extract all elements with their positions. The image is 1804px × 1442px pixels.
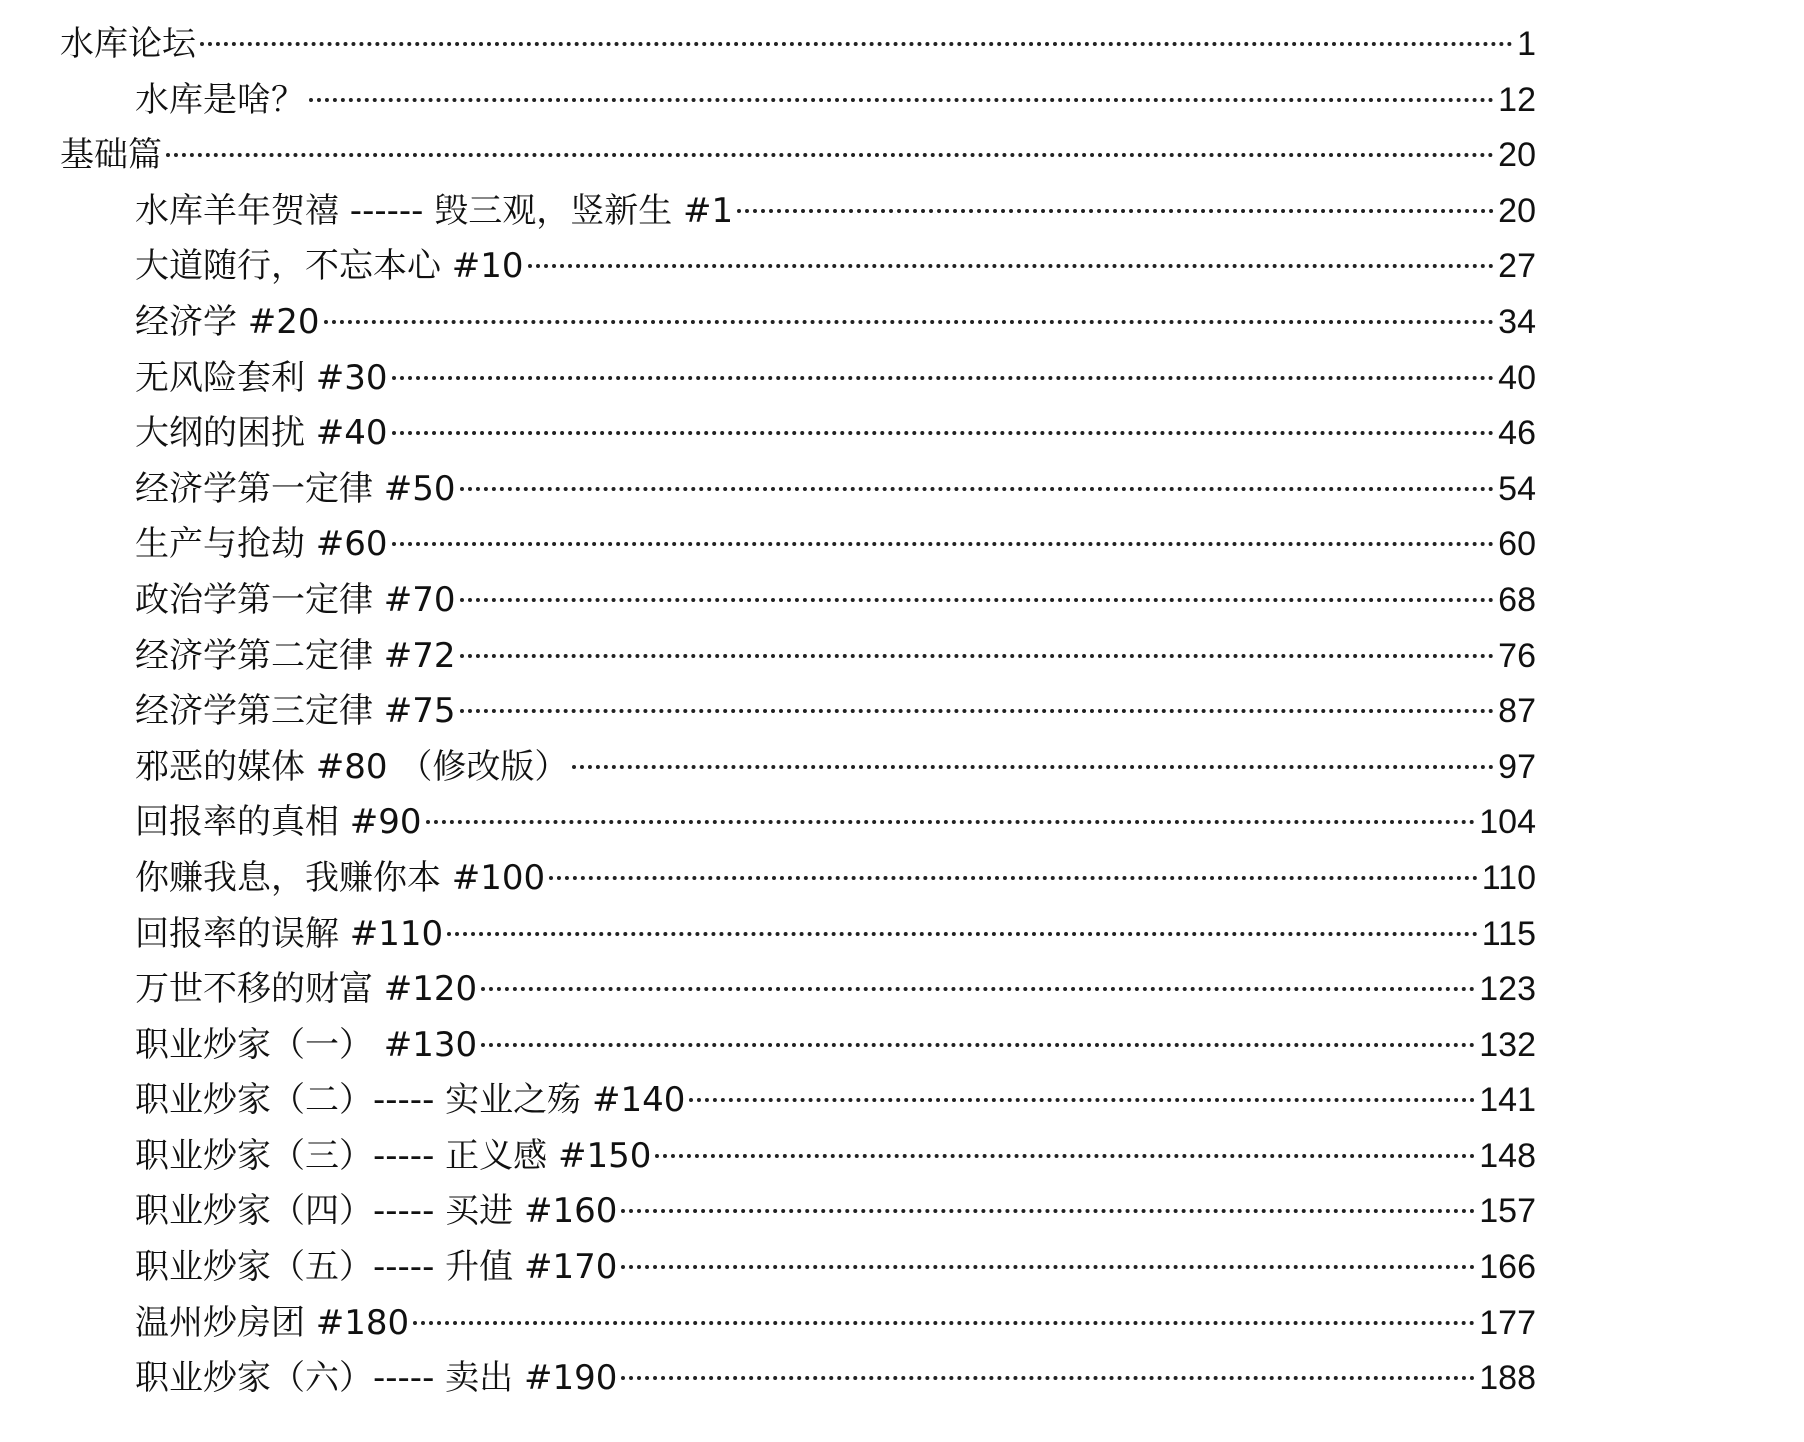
dot-leader: [655, 1154, 1475, 1158]
toc-entry-page: 1: [1517, 25, 1536, 63]
toc-entry-page: 110: [1481, 858, 1536, 897]
toc-entry-title: 邪恶的媒体 #80 （修改版）: [135, 746, 569, 787]
toc-entry-page: 20: [1498, 191, 1536, 230]
toc-entry-page: 12: [1498, 80, 1536, 119]
toc-entry[interactable]: [60, 684, 1536, 740]
toc-entry-page: 148: [1479, 1136, 1536, 1175]
toc-entry-title: 经济学第二定律 #72: [135, 635, 456, 676]
toc-entry-title: 职业炒家（一） #130: [135, 1024, 478, 1065]
dot-leader: [460, 654, 1495, 658]
toc-entry-title: 大纲的困扰 #40: [135, 413, 388, 454]
dot-leader: [392, 376, 1495, 380]
dot-leader: [392, 431, 1495, 435]
toc-entry-title: 职业炒家（二）----- 实业之殇 #140: [135, 1080, 686, 1121]
toc-entry[interactable]: [60, 629, 1536, 685]
dot-leader: [528, 264, 1495, 268]
table-of-contents: [60, 17, 1536, 1407]
toc-entry[interactable]: [60, 73, 1536, 129]
dot-leader: [166, 153, 1494, 157]
dot-leader: [549, 876, 1478, 880]
toc-entry[interactable]: [60, 962, 1536, 1018]
toc-entry-title: 职业炒家（三）----- 正义感 #150: [135, 1135, 652, 1176]
toc-entry-title: 水库论坛: [60, 24, 196, 64]
toc-entry-title: 职业炒家（五）----- 升值 #170: [135, 1247, 618, 1288]
dot-leader: [481, 987, 1475, 991]
dot-leader: [621, 1376, 1475, 1380]
toc-entry-page: 27: [1498, 247, 1536, 286]
toc-entry-page: 34: [1498, 302, 1536, 341]
toc-entry-page: 115: [1481, 914, 1536, 953]
toc-entry-page: 40: [1498, 358, 1536, 397]
toc-entry[interactable]: [60, 573, 1536, 629]
toc-entry-page: 157: [1479, 1192, 1536, 1231]
toc-entry-title: 回报率的误解 #110: [135, 913, 444, 954]
toc-entry[interactable]: [60, 517, 1536, 573]
toc-entry-page: 68: [1498, 580, 1536, 619]
toc-entry[interactable]: [60, 1018, 1536, 1074]
dot-leader: [324, 320, 1495, 324]
toc-entry-title: 万世不移的财富 #120: [135, 969, 478, 1010]
toc-entry[interactable]: [60, 740, 1536, 796]
toc-entry-title: 职业炒家（四）----- 买进 #160: [135, 1191, 618, 1232]
toc-entry-page: 132: [1479, 1025, 1536, 1064]
dot-leader: [413, 1321, 1475, 1325]
toc-entry-title: 温州炒房团 #180: [135, 1302, 410, 1343]
dot-leader: [737, 209, 1494, 213]
toc-entry-page: 20: [1498, 136, 1536, 175]
toc-entry-title: 经济学第三定律 #75: [135, 691, 456, 732]
toc-entry-title: 生产与抢劫 #60: [135, 524, 388, 565]
toc-entry-title: 无风险套利 #30: [135, 357, 388, 398]
dot-leader: [392, 542, 1495, 546]
toc-entry[interactable]: [60, 907, 1536, 963]
toc-entry[interactable]: [60, 17, 1536, 73]
toc-entry[interactable]: [60, 1296, 1536, 1352]
toc-entry-page: 141: [1479, 1081, 1536, 1120]
toc-entry-title: 政治学第一定律 #70: [135, 579, 456, 620]
toc-entry-page: 97: [1498, 747, 1536, 786]
toc-entry-page: 123: [1479, 970, 1536, 1009]
dot-leader: [460, 598, 1495, 602]
toc-entry[interactable]: [60, 239, 1536, 295]
toc-entry-title: 水库是啥？: [135, 79, 305, 120]
toc-entry-page: 188: [1479, 1359, 1536, 1398]
toc-entry-title: 回报率的真相 #90: [135, 802, 422, 843]
toc-entry[interactable]: [60, 184, 1536, 240]
toc-entry[interactable]: [60, 795, 1536, 851]
toc-entry-page: 104: [1479, 803, 1536, 842]
toc-entry[interactable]: [60, 851, 1536, 907]
dot-leader: [460, 487, 1495, 491]
dot-leader: [447, 932, 1478, 936]
dot-leader: [460, 709, 1495, 713]
toc-entry-title: 水库羊年贺禧 ------ 毁三观，竖新生 #1: [135, 190, 734, 231]
dot-leader: [426, 820, 1476, 824]
toc-entry-page: 76: [1498, 636, 1536, 675]
dot-leader: [481, 1043, 1475, 1047]
toc-entry[interactable]: [60, 462, 1536, 518]
dot-leader: [200, 42, 1513, 46]
toc-entry-page: 60: [1498, 525, 1536, 564]
dot-leader: [572, 765, 1494, 769]
toc-entry-page: 177: [1479, 1303, 1536, 1342]
toc-entry[interactable]: [60, 1073, 1536, 1129]
toc-entry-title: 经济学 #20: [135, 301, 320, 342]
dot-leader: [621, 1209, 1475, 1213]
toc-entry[interactable]: [60, 351, 1536, 407]
toc-entry[interactable]: [60, 295, 1536, 351]
toc-entry-page: 87: [1498, 692, 1536, 731]
toc-entry[interactable]: [60, 406, 1536, 462]
toc-entry-page: 54: [1498, 469, 1536, 508]
toc-entry-title: 你赚我息，我赚你本 #100: [135, 857, 546, 898]
toc-entry-title: 基础篇: [60, 135, 162, 176]
toc-entry[interactable]: [60, 1351, 1536, 1407]
toc-entry-page: 166: [1479, 1248, 1536, 1287]
toc-entry[interactable]: [60, 1184, 1536, 1240]
toc-entry-page: 46: [1498, 414, 1536, 453]
dot-leader: [309, 98, 1494, 102]
toc-entry[interactable]: [60, 128, 1536, 184]
toc-entry[interactable]: [60, 1240, 1536, 1296]
dot-leader: [689, 1098, 1475, 1102]
toc-entry-title: 职业炒家（六）----- 卖出 #190: [135, 1358, 618, 1399]
toc-entry-title: 大道随行，不忘本心 #10: [135, 246, 524, 287]
dot-leader: [621, 1265, 1475, 1269]
toc-entry[interactable]: [60, 1129, 1536, 1185]
toc-entry-title: 经济学第一定律 #50: [135, 468, 456, 509]
